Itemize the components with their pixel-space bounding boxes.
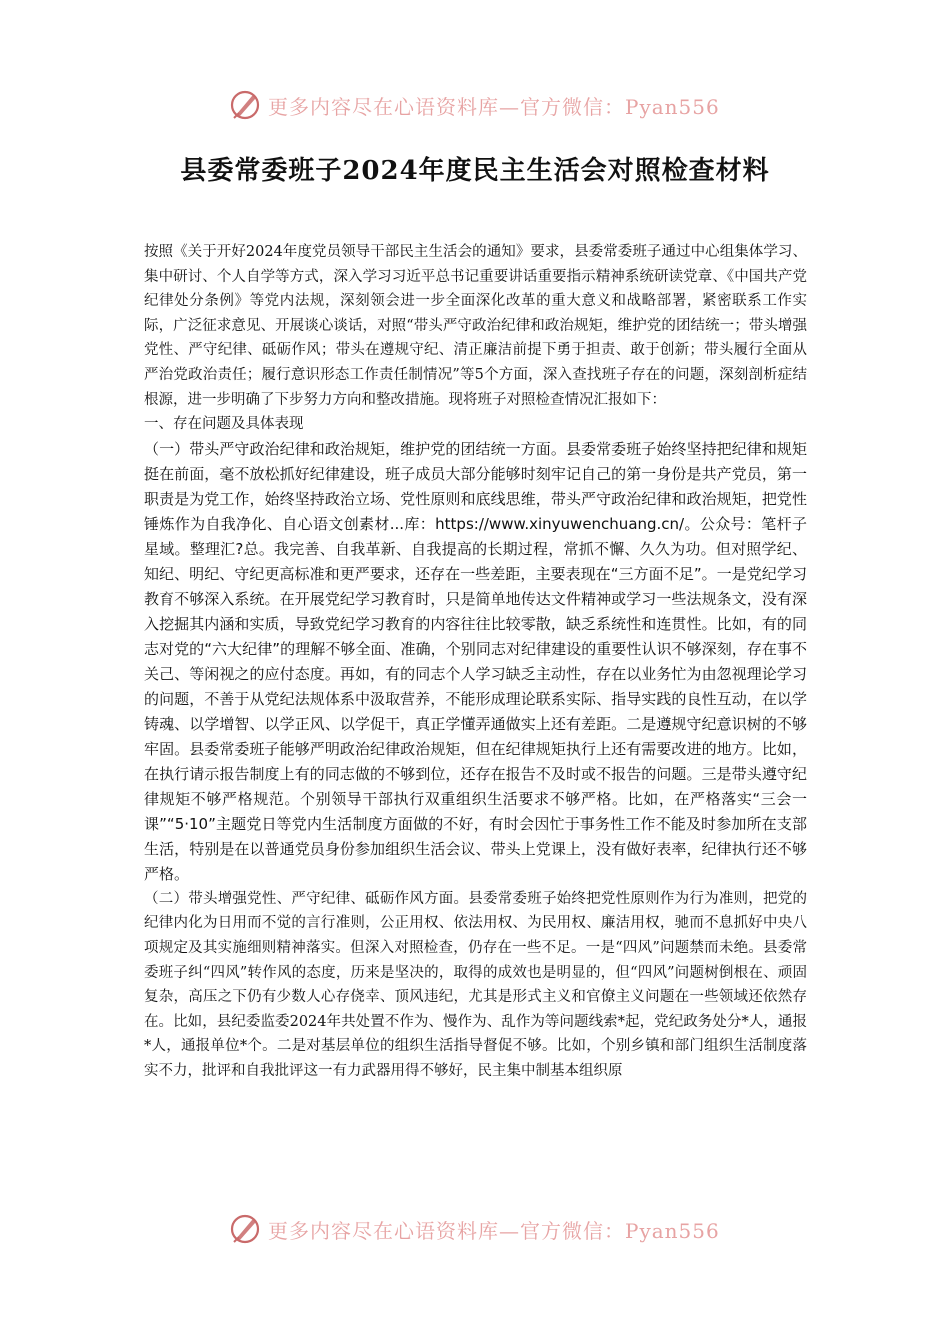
quill-pen-circle-icon <box>228 1212 262 1246</box>
paragraph-political-discipline: （一）带头严守政治纪律和政治规矩，维护党的团结统一方面。县委常委班子始终坚持把纪律和规矩挺在前面，毫不放松抓好纪律建设，班子成员大部分能够时刻牢记自己的第一身份是共产党员，第一职责是为党工作，始终坚持政治立场、党性原则和底线思维，带头严守政治纪律和政治规矩，把党性锤炼作为自我净化、自心语文创素材...库：https://www.xinyuwenchuang.cn/。公众号：笔杆子星域。整理汇?总。我完善、自我革新、自我提高的长期过程，常抓不懈、久久为功。但对照学纪、知纪、明纪、守纪更高标准和更严要求，还存在一些差距，主要表现在“三方面不足”。一是党纪学习教育不够深入系统。在开展党纪学习教育时，只是简单地传达文件精神或学习一些法规条文，没有深入挖掘其内涵和实质，导致党纪学习教育的内容往往比较零散，缺乏系统性和连贯性。比如，有的同志对党的“六大纪律”的理解不够全面、准确，个别同志对纪律建设的重要性认识不够深刻，存在事不关己、等闲视之的应付态度。再如，有的同志个人学习缺乏主动性，存在以业务忙为由忽视理论学习的问题，不善于从党纪法规体系中汲取营养，不能形成理论联系实际、指导实践的良性互动，在以学铸魂、以学增智、以学正风、以学促干，真正学懂弄通做实上还有差距。二是遵规守纪意识树的不够牢固。县委常委班子能够严明政治纪律政治规矩，但在纪律规矩执行上还有需要改进的地方。比如，在执行请示报告制度上有的同志做的不够到位，还存在报告不及时或不报告的问题。三是带头遵守纪律规矩不够严格规范。个别领导干部执行双重组织生活要求不够严格。比如，在严格落实“三会一课”“5·10”主题党日等党内生活制度方面做的不好，有时会因忙于事务性工作不能及时参加所在支部生活，特别是在以普通党员身份参加组织生活会议、带头上党课上，没有做好表率，纪律执行还不够严格。 <box>144 439 807 883</box>
document-title: 县委常委班子2024年度民主生活会对照检查材料 <box>180 156 770 186</box>
watermark-text: 更多内容尽在心语资料库—官方微信：Pyan556 <box>268 94 720 119</box>
document-body <box>144 240 807 1084</box>
quill-pen-circle-icon <box>228 88 262 122</box>
watermark-text: 更多内容尽在心语资料库—官方微信：Pyan556 <box>268 1218 720 1243</box>
paragraph-party-spirit: （二）带头增强党性、严守纪律、砥砺作风方面。县委常委班子始终把党性原则作为行为准则，把党的纪律内化为日用而不觉的言行准则，公正用权、依法用权、为民用权、廉洁用权，驰而不息抓好中央八项规定及其实施细则精神落实。但深入对照检查，仍存在一些不足。一是“四风”问题禁而未绝。县委常委班子纠“四风”转作风的态度，历来是坚决的，取得的成效也是明显的，但“四风”问题树倒根在、顽固复杂，高压之下仍有少数人心存侥幸、顶风违纪，尤其是形式主义和官僚主义问题在一些领域还依然存在。比如，县纪委监委2024年共处置不作为、慢作为、乱作为等问题线索*起，党纪政务处分*人，通报*人，通报单位*个。二是对基层单位的组织生活指导督促不够。比如，个别乡镇和部门组织生活制度落实不力，批评和自我批评这一有力武器用得不够好，民主集中制基本组织原 <box>144 890 807 1079</box>
watermark-header <box>228 88 728 122</box>
watermark-footer <box>228 1212 728 1246</box>
intro-paragraph: 按照《关于开好2024年度党员领导干部民主生活会的通知》要求，县委常委班子通过中心组集体学习、集中研讨、个人自学等方式，深入学习习近平总书记重要讲话重要指示精神系统研读党章、《中国共产党纪律处分条例》等党内法规，深刻领会进一步全面深化改革的重大意义和战略部署，紧密联系工作实际，广泛征求意见、开展谈心谈话，对照“带头严守政治纪律和政治规矩，维护党的团结统一；带头增强党性、严守纪律、砥砺作风；带头在遵规守纪、清正廉洁前提下勇于担责、敢于创新；带头履行全面从严治党政治责任；履行意识形态工作责任制情况”等5个方面，深入查找班子存在的问题，深刻剖析症结根源，进一步明确了下步努力方向和整改措施。现将班子对照检查情况汇报如下： <box>144 244 807 408</box>
section-heading: 一、存在问题及具体表现 <box>144 416 304 433</box>
